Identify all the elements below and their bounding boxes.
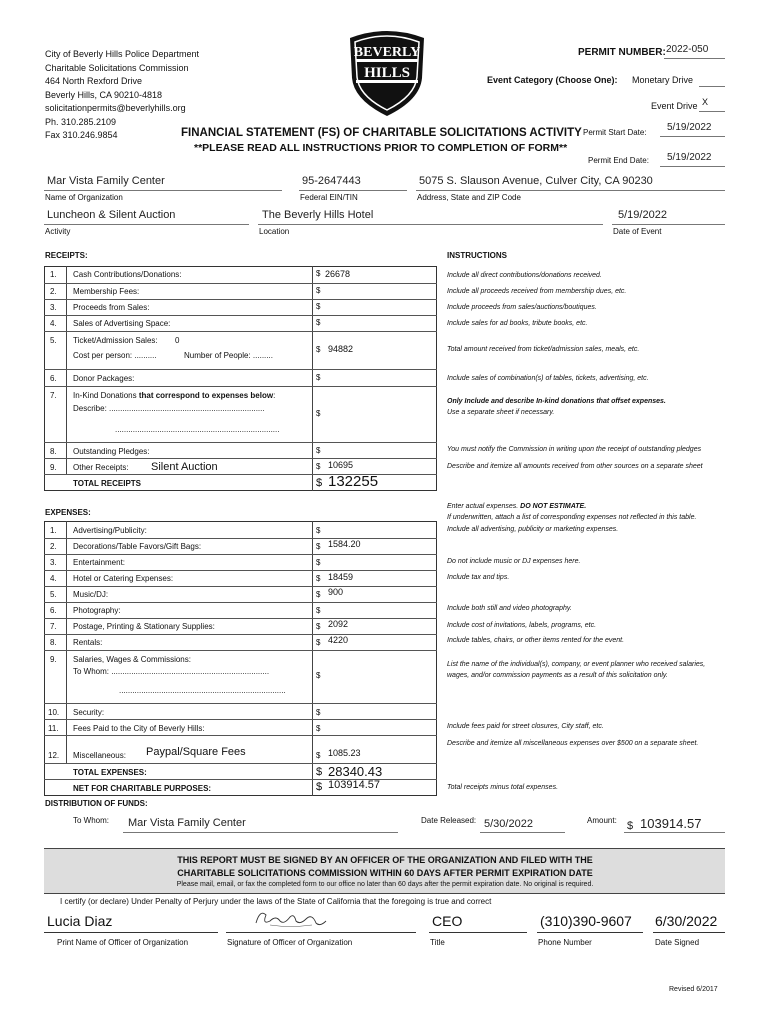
currency-symbol: $ <box>316 269 321 278</box>
currency-symbol: $ <box>316 606 321 615</box>
event-category-label: Event Category (Choose One): <box>487 75 618 85</box>
notice-line-3: Please mail, email, or fax the completed form to our office no later than 60 days after the permit expiration date. No original is required. <box>176 881 594 888</box>
monetary-drive-label: Monetary Drive <box>632 75 694 85</box>
expense-instruction: Describe and itemize all miscellaneous expenses over $500 on a separate sheet. <box>447 740 699 747</box>
cash-contributions-value[interactable]: 26678 <box>325 269 351 279</box>
receipt-instruction: Use a separate sheet if necessary. <box>447 409 555 416</box>
expense-instruction: List the name of the individual(s), company, or event planner who received salaries, wages, and/or commission payments as a result of this solicitation only. <box>447 661 706 679</box>
distribution-heading: DISTRIBUTION OF FUNDS: <box>45 799 148 808</box>
currency-symbol: $ <box>316 574 321 583</box>
expense-row-label: Advertising/Publicity: <box>73 526 147 535</box>
currency-symbol: $ <box>316 409 321 418</box>
permit-start-label: Permit Start Date: <box>583 128 647 137</box>
total-expenses-label: TOTAL EXPENSES: <box>73 768 147 777</box>
cost-per-person-label[interactable]: Cost per person: .......... <box>73 351 157 360</box>
receipt-instruction: You must notify the Commission in writing upon the receipt of outstanding pledges <box>447 446 702 453</box>
expense-row-num: 5. <box>50 590 57 599</box>
expense-row-num: 12. <box>48 751 60 760</box>
expense-instruction: Include cost of invitations, labels, programs, etc. <box>447 622 597 629</box>
logo-text-beverly: BEVERLY <box>353 45 421 60</box>
expense-instruction: Include tax and tips. <box>447 574 510 581</box>
ticket-sales-label: Ticket/Admission Sales: <box>73 336 158 345</box>
in-kind-describe-field[interactable]: Describe: ...................................................................... <box>73 404 265 413</box>
expense-row-num: 2. <box>50 542 57 551</box>
receipt-row-num: 3. <box>50 303 57 312</box>
expense-row-num: 8. <box>50 638 57 647</box>
monetary-drive-field[interactable] <box>699 86 725 87</box>
department-address <box>45 48 199 143</box>
expense-instruction: Include all advertising, publicity or marketing expenses. <box>447 526 619 533</box>
expense-row-num: 1. <box>50 526 57 535</box>
receipt-instruction: Include sales of combination(s) of tables, tickets, advertising, etc. <box>447 375 649 382</box>
currency-symbol: $ <box>316 708 321 717</box>
permit-end-value[interactable]: 5/19/2022 <box>667 152 712 163</box>
currency-symbol: $ <box>316 622 321 631</box>
receipt-row-label: Proceeds from Sales: <box>73 303 150 312</box>
total-expenses-value[interactable]: 28340.43 <box>328 764 383 779</box>
expenses-heading: EXPENSES: <box>45 508 91 517</box>
address-label: Address, State and ZIP Code <box>417 193 521 202</box>
expenses-instruction-underwritten: If underwritten, attach a list of corresponding expenses not reflected in this table. <box>447 514 697 521</box>
event-date-label: Date of Event <box>613 227 662 236</box>
receipt-row-num: 8. <box>50 447 57 456</box>
date-signed-value[interactable]: 6/30/2022 <box>655 913 718 929</box>
receipt-instruction: Only Include and describe In-kind donations that offset expenses. <box>447 398 666 405</box>
receipt-row-num: 7. <box>50 391 57 400</box>
postage-printing-expense-value[interactable]: 2092 <box>328 619 349 629</box>
ticket-sales-count[interactable]: 0 <box>175 336 180 345</box>
activity-label: Activity <box>45 227 71 236</box>
expense-row-label: Security: <box>73 708 105 717</box>
signature-label: Signature of Officer of Organization <box>227 938 353 947</box>
activity-value[interactable]: Luncheon & Silent Auction <box>47 209 176 221</box>
expense-row-num: 3. <box>50 558 57 567</box>
to-whom-label: To Whom: <box>73 816 110 825</box>
expense-row-num: 9. <box>50 655 57 664</box>
notice-line-1: THIS REPORT MUST BE SIGNED BY AN OFFICER OF THE ORGANIZATION AND FILED WITH THE <box>177 855 593 865</box>
salaries-label: Salaries, Wages & Commissions: <box>73 655 191 664</box>
ein-label: Federal EIN/TIN <box>300 193 358 202</box>
expense-instruction: Total receipts minus total expenses. <box>447 784 559 791</box>
receipt-row-label: Donor Packages: <box>73 374 135 383</box>
total-receipts-label: TOTAL RECEIPTS <box>73 479 142 488</box>
permit-number-value[interactable]: 2022-050 <box>666 44 709 55</box>
expense-instruction: Do not include music or DJ expenses here. <box>447 558 581 565</box>
instructions-heading: INSTRUCTIONS <box>447 251 507 260</box>
expense-row-label: Decorations/Table Favors/Gift Bags: <box>73 542 202 551</box>
currency-symbol: $ <box>316 526 321 535</box>
expenses-instruction-top: Enter actual expenses. DO NOT ESTIMATE. <box>447 503 587 510</box>
signature-icon <box>250 905 330 931</box>
expense-row-label: Music/DJ: <box>73 590 109 599</box>
date-signed-label: Date Signed <box>655 938 700 947</box>
expense-row-label: Postage, Printing & Stationary Supplies: <box>73 622 215 631</box>
in-kind-label: In-Kind Donations that correspond to expenses below: <box>73 391 276 400</box>
amount-value[interactable]: 103914.57 <box>640 816 702 831</box>
permit-number-label: PERMIT NUMBER: <box>578 47 666 58</box>
amount-currency: $ <box>627 820 634 832</box>
currency-symbol: $ <box>316 766 323 778</box>
event-drive-mark[interactable]: X <box>702 97 709 107</box>
address-value[interactable]: 5075 S. Slauson Avenue, Culver City, CA 90230 <box>419 175 653 187</box>
miscellaneous-expense-value[interactable]: 1085.23 <box>328 748 361 758</box>
organization-name-label: Name of Organization <box>45 193 123 202</box>
organization-name-value[interactable]: Mar Vista Family Center <box>47 175 165 187</box>
receipt-row-label: Sales of Advertising Space: <box>73 319 171 328</box>
receipt-row-label: Cash Contributions/Donations: <box>73 270 182 279</box>
address-line: solicitationpermits@beverlyhills.org <box>45 103 186 113</box>
receipt-row-num: 6. <box>50 374 57 383</box>
permit-end-label: Permit End Date: <box>588 156 649 165</box>
to-whom-value[interactable]: Mar Vista Family Center <box>128 817 246 829</box>
expense-instruction: Include fees paid for street closures, City staff, etc. <box>447 723 604 730</box>
miscellaneous-description[interactable]: Paypal/Square Fees <box>146 746 246 758</box>
salaries-to-whom-field[interactable]: To Whom: ....................................................................... <box>73 667 270 676</box>
currency-symbol: $ <box>316 671 321 680</box>
event-drive-label: Event Drive <box>651 101 698 111</box>
expense-row-label: Miscellaneous: <box>73 751 126 760</box>
receipt-row-num: 5. <box>50 336 57 345</box>
currency-symbol: $ <box>316 373 321 382</box>
receipt-row-num: 9. <box>50 463 57 472</box>
officer-title-value[interactable]: CEO <box>432 913 463 929</box>
expense-instruction: Include both still and video photography. <box>447 605 572 612</box>
currency-symbol: $ <box>316 286 321 295</box>
phone-label: Phone Number <box>538 938 592 947</box>
address-line: Beverly Hills, CA 90210-4818 <box>45 89 163 100</box>
officer-title-label: Title <box>430 938 445 947</box>
expense-row-num: 11. <box>48 724 59 733</box>
currency-symbol: $ <box>316 345 321 354</box>
location-value[interactable]: The Beverly Hills Hotel <box>262 209 374 221</box>
location-label: Location <box>259 227 290 236</box>
currency-symbol: $ <box>316 638 321 647</box>
expense-instruction: Include tables, chairs, or other items rented for the event. <box>447 637 625 644</box>
music-dj-expense-value[interactable]: 900 <box>328 587 344 597</box>
receipt-instruction: Total amount received from ticket/admission sales, meals, etc. <box>447 346 640 353</box>
receipt-instruction: Include sales for ad books, tribute books, etc. <box>447 320 588 327</box>
receipt-row-num: 4. <box>50 319 57 328</box>
certification-statement: I certify (or declare) Under Penalty of Perjury under the laws of the State of California that the foregoing is true and correct <box>60 897 492 906</box>
number-of-people-label[interactable]: Number of People: ......... <box>184 351 273 360</box>
receipt-instruction: Describe and itemize all amounts received from other sources on a separate sheet <box>447 463 703 470</box>
receipt-instruction: Include proceeds from sales/auctions/boutiques. <box>447 304 597 311</box>
net-charitable-label: NET FOR CHARITABLE PURPOSES: <box>73 784 212 793</box>
address-line: Fax 310.246.9854 <box>45 130 118 140</box>
salaries-to-whom-field-2[interactable]: ........................................................................... <box>119 686 286 695</box>
currency-symbol: $ <box>316 302 321 311</box>
notice-line-2: CHARITABLE SOLICITATIONS COMMISSION WITHIN 60 DAYS AFTER PERMIT EXPIRATION DATE <box>177 868 593 878</box>
amount-label: Amount: <box>587 816 617 825</box>
form-title: FINANCIAL STATEMENT (FS) OF CHARITABLE SOLICITATIONS ACTIVITY <box>181 127 582 139</box>
officer-name-label: Print Name of Officer of Organization <box>57 938 189 947</box>
address-line: Ph. 310.285.2109 <box>45 116 117 127</box>
currency-symbol: $ <box>316 751 321 760</box>
officer-name-value[interactable]: Lucia Diaz <box>47 913 113 929</box>
officer-signature[interactable] <box>250 905 330 931</box>
expense-row-label: Rentals: <box>73 638 103 647</box>
net-charitable-value[interactable]: 103914.57 <box>328 779 380 791</box>
receipt-row-label: Membership Fees: <box>73 287 140 296</box>
expense-row-label: Fees Paid to the City of Beverly Hills: <box>73 724 205 733</box>
hotel-catering-expense-value[interactable]: 18459 <box>328 572 354 582</box>
currency-symbol: $ <box>316 542 321 551</box>
other-receipts-value[interactable]: 10695 <box>328 460 354 470</box>
currency-symbol: $ <box>316 781 323 793</box>
currency-symbol: $ <box>316 724 321 733</box>
currency-symbol: $ <box>316 446 321 455</box>
receipt-row-label: Outstanding Pledges: <box>73 447 150 456</box>
date-released-value[interactable]: 5/30/2022 <box>484 818 533 830</box>
in-kind-describe-field-2[interactable]: .......................................................................... <box>115 425 280 434</box>
expense-row-num: 4. <box>50 574 57 583</box>
currency-symbol: $ <box>316 462 321 471</box>
receipt-instruction: Include all proceeds received from membership dues, etc. <box>447 288 627 295</box>
logo-text-hills: HILLS <box>364 65 410 81</box>
ein-value[interactable]: 95-2647443 <box>302 175 361 187</box>
expense-row-num: 10. <box>48 708 60 717</box>
currency-symbol: $ <box>316 558 321 567</box>
address-line: Charitable Solicitations Commission <box>45 62 189 73</box>
address-line: City of Beverly Hills Police Department <box>45 49 200 59</box>
currency-symbol: $ <box>316 477 323 489</box>
expense-row-num: 7. <box>50 622 57 631</box>
event-date-value[interactable]: 5/19/2022 <box>618 209 667 221</box>
receipt-row-num: 2. <box>50 287 57 296</box>
expense-row-num: 6. <box>50 606 57 615</box>
total-receipts-value[interactable]: 132255 <box>328 473 379 490</box>
ticket-sales-value[interactable]: 94882 <box>328 344 354 354</box>
expense-row-label: Entertainment: <box>73 558 126 567</box>
form-subtitle: **PLEASE READ ALL INSTRUCTIONS PRIOR TO COMPLETION OF FORM** <box>194 142 568 154</box>
receipt-instruction: Include all direct contributions/donations received. <box>447 272 602 279</box>
receipts-heading: RECEIPTS: <box>45 251 88 260</box>
receipt-row-num: 1. <box>50 270 57 279</box>
address-line: 464 North Rexford Drive <box>45 76 143 86</box>
rentals-expense-value[interactable]: 4220 <box>328 635 349 645</box>
expense-row-label: Photography: <box>73 606 121 615</box>
date-released-label: Date Released: <box>421 816 477 825</box>
permit-start-value[interactable]: 5/19/2022 <box>667 122 712 133</box>
phone-value[interactable]: (310)390-9607 <box>540 913 632 929</box>
beverly-hills-logo <box>344 26 430 118</box>
decorations-expense-value[interactable]: 1584.20 <box>328 539 361 549</box>
shield-logo-icon <box>344 26 430 118</box>
expense-row-label: Hotel or Catering Expenses: <box>73 574 174 583</box>
other-receipts-description[interactable]: Silent Auction <box>151 461 218 473</box>
currency-symbol: $ <box>316 318 321 327</box>
receipt-row-label: Other Receipts: <box>73 463 129 472</box>
currency-symbol: $ <box>316 590 321 599</box>
revision-note: Revised 6/2017 <box>669 986 718 993</box>
